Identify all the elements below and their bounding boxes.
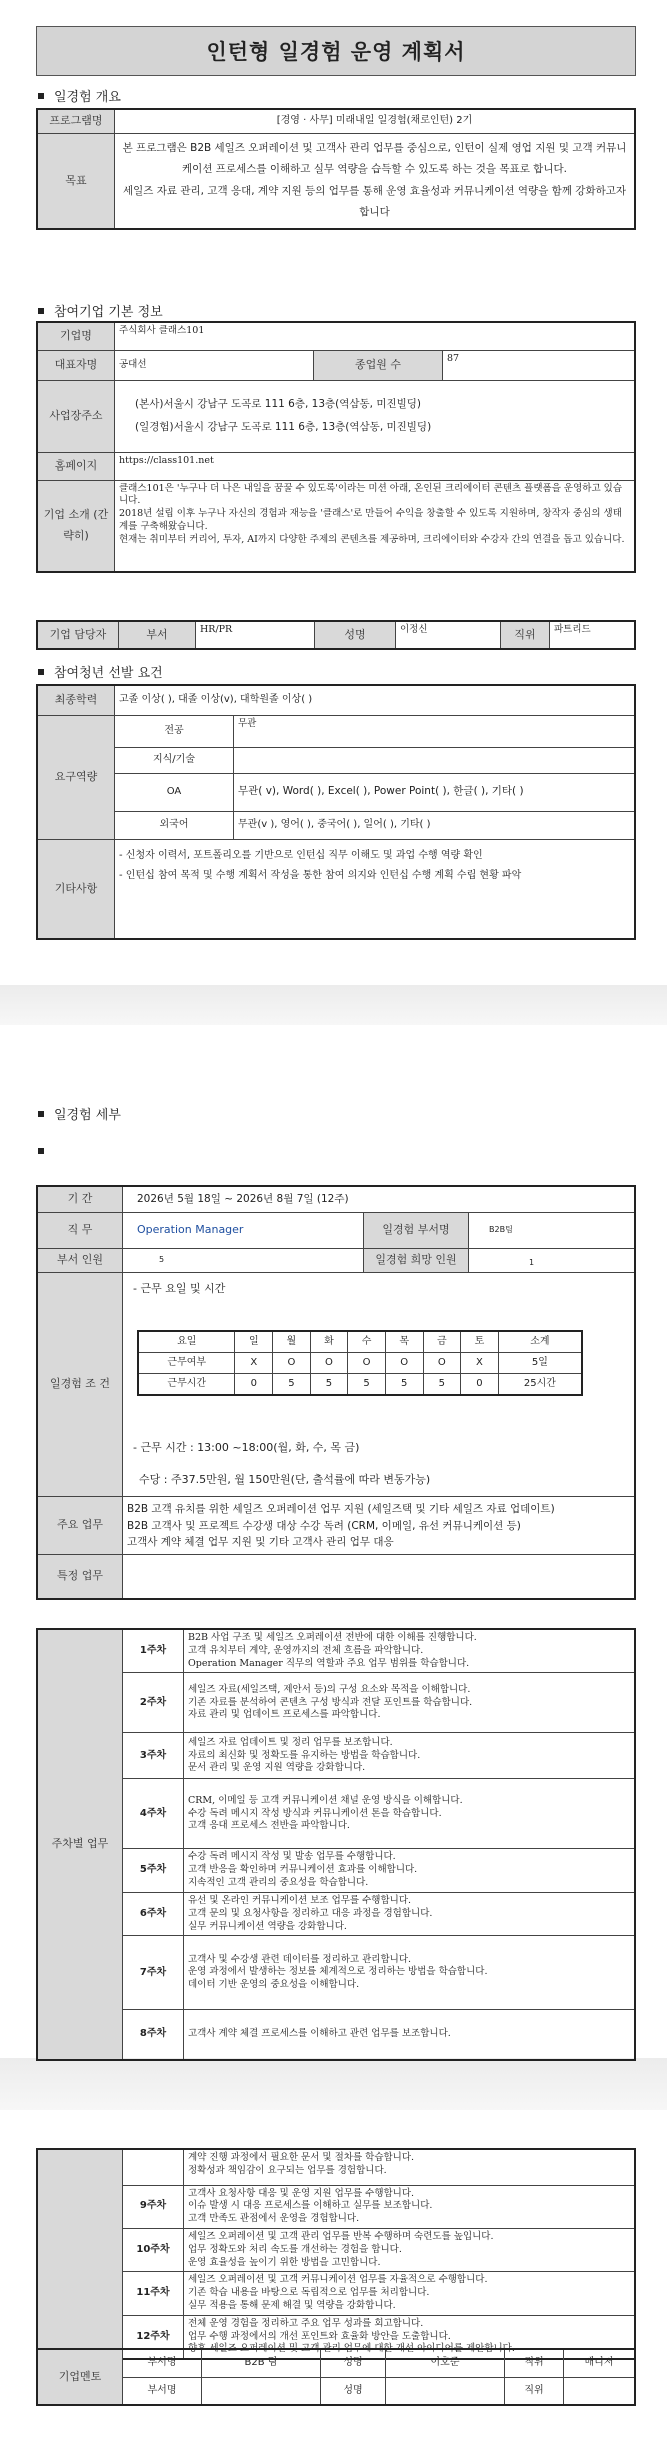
week-text: 세일즈 오퍼레이션 및 고객 관리 업무를 반복 수행하며 숙련도를 높입니다. 업무 정확도와 처리 속도를 개선하는 경험을 합니다. 운영 효율성을 높이기 위한 방법을 고민합니다.	[184, 2228, 636, 2271]
hours-cell: 근무시간	[138, 1374, 235, 1396]
manager-table	[36, 620, 636, 650]
week-label: 1주차	[123, 1629, 184, 1673]
day-cell: 수	[348, 1331, 386, 1353]
goal-label: 목표	[37, 133, 115, 229]
mentor-position-value: 매니저	[564, 2349, 636, 2377]
skill-label: 지식/기술	[115, 747, 234, 773]
mentor-dept-label: 부서명	[123, 2377, 202, 2405]
education-value: 고졸 이상( ), 대졸 이상(v), 대학원졸 이상( )	[115, 685, 636, 715]
work-cell: X	[235, 1353, 273, 1374]
week-label: 12주차	[123, 2315, 184, 2359]
main-duty-value: B2B 고객 유치를 위한 세일즈 오퍼레이션 업무 지원 (세일즈택 및 기타 세일즈 자료 업데이트) B2B 고객사 및 프로젝트 수강생 대상 수강 독려 (CRM, 이메일, 유선 커뮤니케이션 등) 고객사 계약 체결 업무 지원 및 기타 고객사 관리 업무 대응	[123, 1497, 636, 1555]
hours-cell: 0	[461, 1374, 499, 1396]
day-cell: 금	[423, 1331, 461, 1353]
host-dept-label: 일경험 부서명	[364, 1212, 469, 1248]
hours-cell: 0	[235, 1374, 273, 1396]
work-cell: 근무여부	[138, 1353, 235, 1374]
host-dept-value: B2B팀	[469, 1212, 636, 1248]
intro-label: 기업 소개 (간략히)	[37, 480, 115, 572]
work-cell: O	[423, 1353, 461, 1374]
company-value: 주식회사 클래스101	[115, 322, 636, 350]
goal-value: 본 프로그램은 B2B 세일즈 오퍼레이션 및 고객사 관리 업무를 중심으로, 인턴이 실제 영업 지원 및 고객 커뮤니케이션 프로세스를 이해하고 실무 역량을 습득할 수 있도록 하는 것을 목표로 합니다. 세일즈 자료 관리, 고객 응대, 계약 지원 등의 업무를 통해 운영 효율성과 커뮤니케이션 역량을 함께 강화하고자 합니다	[115, 133, 636, 229]
dept-label: 부서	[119, 621, 196, 649]
mentor-name-label: 성명	[321, 2349, 386, 2377]
work-cell: O	[348, 1353, 386, 1374]
condition-value	[123, 1272, 636, 1497]
work-time: - 근무 시간 : 13:00 ~18:00(월, 화, 수, 목 금)	[133, 1441, 360, 1455]
work-cell: O	[273, 1353, 311, 1374]
schedule-table	[137, 1330, 583, 1396]
program-value: [경영 · 사무] 미래내일 일경험(채로인턴) 2기	[115, 109, 636, 133]
oa-value: 무관( v), Word( ), Excel( ), Power Point( ), 한글( ), 기타( )	[234, 773, 636, 811]
week-text: B2B 사업 구조 및 세일즈 오퍼레이션 전반에 대한 이해를 진행합니다. 고객 유치부터 계약, 운영까지의 전체 흐름을 파악합니다. Operation Manager 직무의 역할과 주요 업무 범위를 학습합니다.	[184, 1629, 636, 1673]
ceo-label: 대표자명	[37, 350, 115, 380]
work-cell: O	[385, 1353, 423, 1374]
dept-value: HR/PR	[196, 621, 315, 649]
hope-label: 일경험 희망 인원	[364, 1248, 469, 1272]
work-cell: O	[310, 1353, 348, 1374]
job-label: 직 무	[37, 1212, 123, 1248]
detail-table	[36, 1185, 636, 1600]
intro-value: 클래스101은 '누구나 더 나은 내일을 꿈꿀 수 있도록'이라는 미션 아래, 온인된 크리에이터 콘텐츠 플랫폼을 운영하고 있습니다. 2018년 설립 이후 누구나 자신의 경험과 재능을 '클래스'로 만들어 수익을 창출할 수 있도록 지원하며, 창작자 중심의 생태계를 구축해왔습니다. 현재는 취미부터 커리어, 투자, AI까지 다양한 주제의 콘텐츠를 제공하며, 크리에이터와 수강자 간의 연결을 돕고 있습니다.	[115, 480, 636, 572]
week-text: 고객사 및 수강생 관련 데이터를 정리하고 관리합니다. 운영 과정에서 발생하는 정보를 체계적으로 정리하는 방법을 학습합니다. 데이터 기반 운영의 중요성을 이해합니다.	[184, 1936, 636, 2010]
main-duty-label: 주요 업무	[37, 1497, 123, 1555]
program-label: 프로그램명	[37, 109, 115, 133]
mentor-name-value: 이호준	[386, 2349, 505, 2377]
job-value: Operation Manager	[123, 1212, 364, 1248]
week-text: 세일즈 오퍼레이션 및 고객 커뮤니케이션 업무를 자율적으로 수행합니다. 기존 학습 내용을 바탕으로 독립적으로 업무를 처리합니다. 실무 적용을 통해 문제 해결 및 역량을 강화합니다.	[184, 2272, 636, 2315]
hours-cell: 25시간	[498, 1374, 582, 1396]
period-label: 기 간	[37, 1186, 123, 1212]
education-label: 최종학력	[37, 685, 115, 715]
week-label: 11주차	[123, 2272, 184, 2315]
hope-value: 1	[469, 1248, 636, 1272]
week-text: 고객사 요청사항 대응 및 운영 지원 업무를 수행합니다. 이슈 발생 시 대응 프로세스를 이해하고 실무를 보조합니다. 고객 만족도 관점에서 운영을 경험합니다.	[184, 2185, 636, 2228]
week-text: 계약 진행 과정에서 필요한 문서 및 절차를 학습합니다. 정확성과 책임감이 요구되는 업무를 경험합니다.	[184, 2149, 636, 2185]
condition-label: 일경험 조 건	[37, 1272, 123, 1497]
week-label: 9주차	[123, 2185, 184, 2228]
special-duty-label: 특정 업무	[37, 1555, 123, 1599]
oa-label: OA	[115, 773, 234, 811]
mentor-position-label: 직위	[505, 2349, 564, 2377]
pay: 수당 : 주37.5만원, 월 150만원(단, 출석률에 따라 변동가능)	[139, 1473, 431, 1487]
requirements-table	[36, 684, 636, 940]
weekly-label: 주차별 업무	[37, 1629, 123, 2060]
week-text: 세일즈 자료 업데이트 및 정리 업무를 보조합니다. 자료의 최신화 및 정확도를 유지하는 방법을 학습합니다. 문서 관리 및 운영 지원 역량을 강화합니다.	[184, 1733, 636, 1779]
week-text: 세일즈 자료(세일즈택, 제안서 등)의 구성 요소와 목적을 이해합니다. 기존 자료를 분석하여 콘텐츠 구성 방식과 전달 포인트를 학습합니다. 자료 관리 및 업데이트 프로세스를 파악합니다.	[184, 1673, 636, 1733]
week-text: 수강 독려 메시지 작성 및 발송 업무를 수행합니다. 고객 반응을 확인하며 커뮤니케이션 효과를 이해합니다. 지속적인 고객 관리의 중요성을 학습합니다.	[184, 1849, 636, 1892]
hours-cell: 5	[423, 1374, 461, 1396]
week-label: 3주차	[123, 1733, 184, 1779]
employee-label: 종업원 수	[314, 350, 443, 380]
language-value: 무관(v ), 영어( ), 중국어( ), 일어( ), 기타( )	[234, 811, 636, 839]
mentor-dept-value: B2B 팀	[202, 2349, 321, 2377]
hours-cell: 5	[273, 1374, 311, 1396]
period-value: 2026년 5월 18일 ~ 2026년 8월 7일 (12주)	[123, 1186, 636, 1212]
manager-label: 기업 담당자	[37, 621, 119, 649]
employee-value: 87	[443, 350, 636, 380]
company-label: 기업명	[37, 322, 115, 350]
document-title: 인턴형 일경험 운영 계획서	[36, 26, 636, 76]
section-heading-overview: 일경험 개요	[38, 86, 121, 105]
week-label: 8주차	[123, 2010, 184, 2060]
weekly-table	[36, 1628, 636, 2061]
staff-value: 5	[123, 1248, 364, 1272]
day-cell: 목	[385, 1331, 423, 1353]
work-cell: 5일	[498, 1353, 582, 1374]
week-text: 전체 운영 경험을 정리하고 주요 업무 성과를 회고합니다. 업무 수행 과정에서의 개선 포인트와 효율화 방안을 도출합니다. 향후 세일즈 오퍼레이션 및 고객 관리 업무에 대한 개선 아이디어를 제안합니다.	[184, 2315, 636, 2359]
week-label: 5주차	[123, 1849, 184, 1892]
address-value: (본사)서울시 강남구 도곡로 111 6층, 13층(역삼동, 미진빌딩) (일경험)서울시 강남구 도곡로 111 6층, 13층(역삼동, 미진빌딩)	[115, 380, 636, 452]
position-value: 파트리드	[550, 621, 636, 649]
etc-value: - 신청자 이력서, 포트폴리오를 기반으로 인턴십 직무 이해도 및 과업 수행 역량 확인 - 인턴십 참여 목적 및 수행 계획서 작성을 통한 참여 의지와 인턴십 수행 계획 수립 현황 파악	[115, 839, 636, 939]
address-label: 사업장주소	[37, 380, 115, 452]
section-heading-detail: 일경험 세부	[38, 1104, 121, 1123]
day-cell: 토	[461, 1331, 499, 1353]
work-title: - 근무 요일 및 시간	[133, 1281, 226, 1295]
mentor-dept-value	[202, 2377, 321, 2405]
overview-table	[36, 108, 636, 230]
schedule-row-work	[138, 1353, 582, 1374]
week-label: 10주차	[123, 2228, 184, 2271]
day-cell: 월	[273, 1331, 311, 1353]
work-cell: X	[461, 1353, 499, 1374]
day-cell: 소계	[498, 1331, 582, 1353]
week-label: 7주차	[123, 1936, 184, 2010]
week-text: 고객사 계약 체결 프로세스를 이해하고 관련 업무를 보조합니다.	[184, 2010, 636, 2060]
week-label: 4주차	[123, 1779, 184, 1849]
day-cell: 화	[310, 1331, 348, 1353]
day-cell: 일	[235, 1331, 273, 1353]
language-label: 외국어	[115, 811, 234, 839]
mentor-position-value	[564, 2377, 636, 2405]
section-heading-company: 참여기업 기본 정보	[38, 301, 163, 320]
special-duty-value	[123, 1555, 636, 1599]
hours-cell: 5	[348, 1374, 386, 1396]
hours-cell: 5	[310, 1374, 348, 1396]
mentor-table	[36, 2348, 636, 2406]
page-gap	[0, 2058, 667, 2110]
mentor-label: 기업멘토	[37, 2349, 123, 2405]
hours-cell: 5	[385, 1374, 423, 1396]
weekly-table-continued	[36, 2148, 636, 2360]
schedule-row-hours	[138, 1374, 582, 1396]
mentor-position-label: 직위	[505, 2377, 564, 2405]
position-label: 직위	[501, 621, 550, 649]
section-heading-requirements: 참여청년 선발 요건	[38, 662, 163, 681]
week-text: CRM, 이메일 등 고객 커뮤니케이션 채널 운영 방식을 이해합니다. 수강 독려 메시지 작성 방식과 커뮤니케이션 톤을 학습합니다. 고객 응대 프로세스 전반을 파악합니다.	[184, 1779, 636, 1849]
competency-label: 요구역량	[37, 715, 115, 839]
major-label: 전공	[115, 715, 234, 747]
etc-label: 기타사항	[37, 839, 115, 939]
name-label: 성명	[315, 621, 396, 649]
company-table	[36, 321, 636, 573]
staff-label: 부서 인원	[37, 1248, 123, 1272]
skill-value	[234, 747, 636, 773]
name-value: 이정신	[396, 621, 501, 649]
mentor-name-value	[386, 2377, 505, 2405]
mentor-name-label: 성명	[321, 2377, 386, 2405]
mentor-dept-label: 부서명	[123, 2349, 202, 2377]
week-label: 6주차	[123, 1892, 184, 1935]
homepage-label: 홈페이지	[37, 452, 115, 480]
week-label: 2주차	[123, 1673, 184, 1733]
page-gap	[0, 985, 667, 1025]
homepage-link[interactable]: https://class101.net	[115, 452, 636, 480]
day-cell: 요일	[138, 1331, 235, 1353]
schedule-header	[138, 1331, 582, 1353]
ceo-value: 공대선	[115, 350, 314, 380]
week-text: 유선 및 온라인 커뮤니케이션 보조 업무를 수행합니다. 고객 문의 및 요청사항을 정리하고 대응 과정을 경험합니다. 실무 커뮤니케이션 역량을 강화합니다.	[184, 1892, 636, 1935]
section-heading-detail-sub	[38, 1148, 54, 1154]
major-value: 무관	[234, 715, 636, 747]
